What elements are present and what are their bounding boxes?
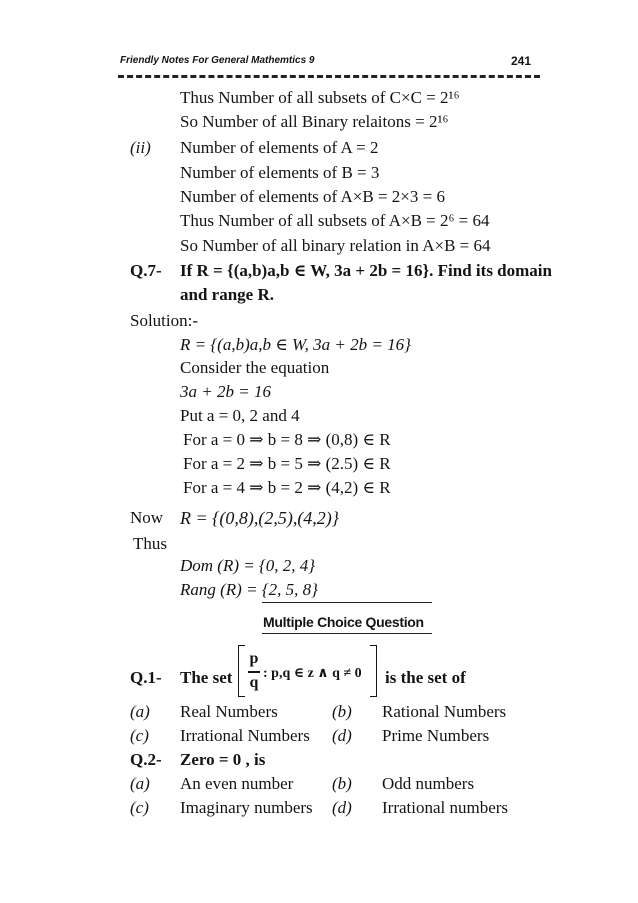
fraction-bar <box>248 671 260 673</box>
mcq-q2-option-d-letter: (d) <box>332 798 352 817</box>
mcq-q2-option-c-text: Imaginary numbers <box>180 798 313 817</box>
mcq-q1-option-b-letter: (b) <box>332 702 352 721</box>
case-a2-line: For a = 2 ⇒ b = 5 ⇒ (2.5) ∈ R <box>183 454 391 473</box>
fraction-numerator: p <box>249 650 259 667</box>
mcq-q1-option-c-text: Irrational Numbers <box>180 726 310 745</box>
mcq-q2-option-b-text: Odd numbers <box>382 774 475 793</box>
put-values-line: Put a = 0, 2 and 4 <box>180 406 300 425</box>
case-a4-line: For a = 4 ⇒ b = 2 ⇒ (4,2) ∈ R <box>183 478 391 497</box>
mcq-q2-option-c-letter: (c) <box>130 798 149 817</box>
mcq-q2-option-b-letter: (b) <box>332 774 352 793</box>
question-7-text-line1: If R = {(a,b)a,b ∈ W, 3a + 2b = 16}. Find its domain <box>180 261 552 280</box>
mcq-q2-option-d-text: Irrational numbers <box>382 798 509 817</box>
mcq-q1-label: Q.1- <box>130 668 162 687</box>
range-line: Rang (R) = {2, 5, 8} <box>180 580 318 599</box>
now-label: Now <box>130 508 164 527</box>
equation-line: 3a + 2b = 16 <box>180 382 271 401</box>
subsets-cxc-line: Thus Number of all subsets of C×C = 2¹⁶ <box>180 88 460 107</box>
thus-label: Thus <box>133 534 167 553</box>
solution-label: Solution:- <box>130 311 199 330</box>
mcq-q1-condition: : p,q ∈ z ∧ q ≠ 0 <box>263 666 362 681</box>
right-square-bracket <box>370 645 377 697</box>
mcq-q2-option-a-text: An even number <box>180 774 294 793</box>
subsets-axb-line: Thus Number of all subsets of A×B = 2⁶ = 64 <box>180 211 490 230</box>
mcq-q2-option-a-letter: (a) <box>130 774 150 793</box>
mcq-heading-top-rule <box>262 602 432 603</box>
elements-of-a-line: Number of elements of A = 2 <box>180 138 379 157</box>
mcq-q1-option-b-text: Rational Numbers <box>382 702 507 721</box>
mcq-q1-option-a-letter: (a) <box>130 702 150 721</box>
page-number: 241 <box>511 54 532 68</box>
fraction-p-over-q <box>248 651 260 695</box>
mcq-heading: Multiple Choice Question <box>263 614 424 630</box>
mcq-q1-option-d-letter: (d) <box>332 726 352 745</box>
mcq-q2-label: Q.2- <box>130 750 162 769</box>
relation-definition: R = {(a,b)a,b ∈ W, 3a + 2b = 16} <box>180 335 411 354</box>
mcq-q1-option-a-text: Real Numbers <box>180 702 278 721</box>
consider-equation-text: Consider the equation <box>180 358 330 377</box>
elements-of-axb-line: Number of elements of A×B = 2×3 = 6 <box>180 187 445 206</box>
mcq-q2-text: Zero = 0 , is <box>180 750 266 769</box>
binary-relations-cxc-line: So Number of all Binary relaitons = 2¹⁶ <box>180 112 449 131</box>
mcq-q1-option-c-letter: (c) <box>130 726 149 745</box>
question-7-text-line2: and range R. <box>180 285 274 304</box>
binary-relations-axb-line: So Number of all binary relation in A×B = 64 <box>180 236 491 255</box>
domain-line: Dom (R) = {0, 2, 4} <box>180 556 316 575</box>
mcq-q1-suffix: is the set of <box>385 668 466 687</box>
mcq-q1-prefix: The set <box>180 668 233 687</box>
fraction-denominator: q <box>249 674 259 691</box>
mcq-q1-option-d-text: Prime Numbers <box>382 726 490 745</box>
elements-of-b-line: Number of elements of B = 3 <box>180 163 380 182</box>
mcq-heading-underline <box>262 633 432 634</box>
part-ii-label: (ii) <box>130 138 151 157</box>
relation-set: R = {(0,8),(2,5),(4,2)} <box>180 508 340 528</box>
header-rule <box>118 75 540 78</box>
case-a0-line: For a = 0 ⇒ b = 8 ⇒ (0,8) ∈ R <box>183 430 391 449</box>
left-square-bracket <box>238 645 245 697</box>
question-7-label: Q.7- <box>130 261 162 280</box>
running-header-title: Friendly Notes For General Mathemtics 9 <box>120 55 315 66</box>
